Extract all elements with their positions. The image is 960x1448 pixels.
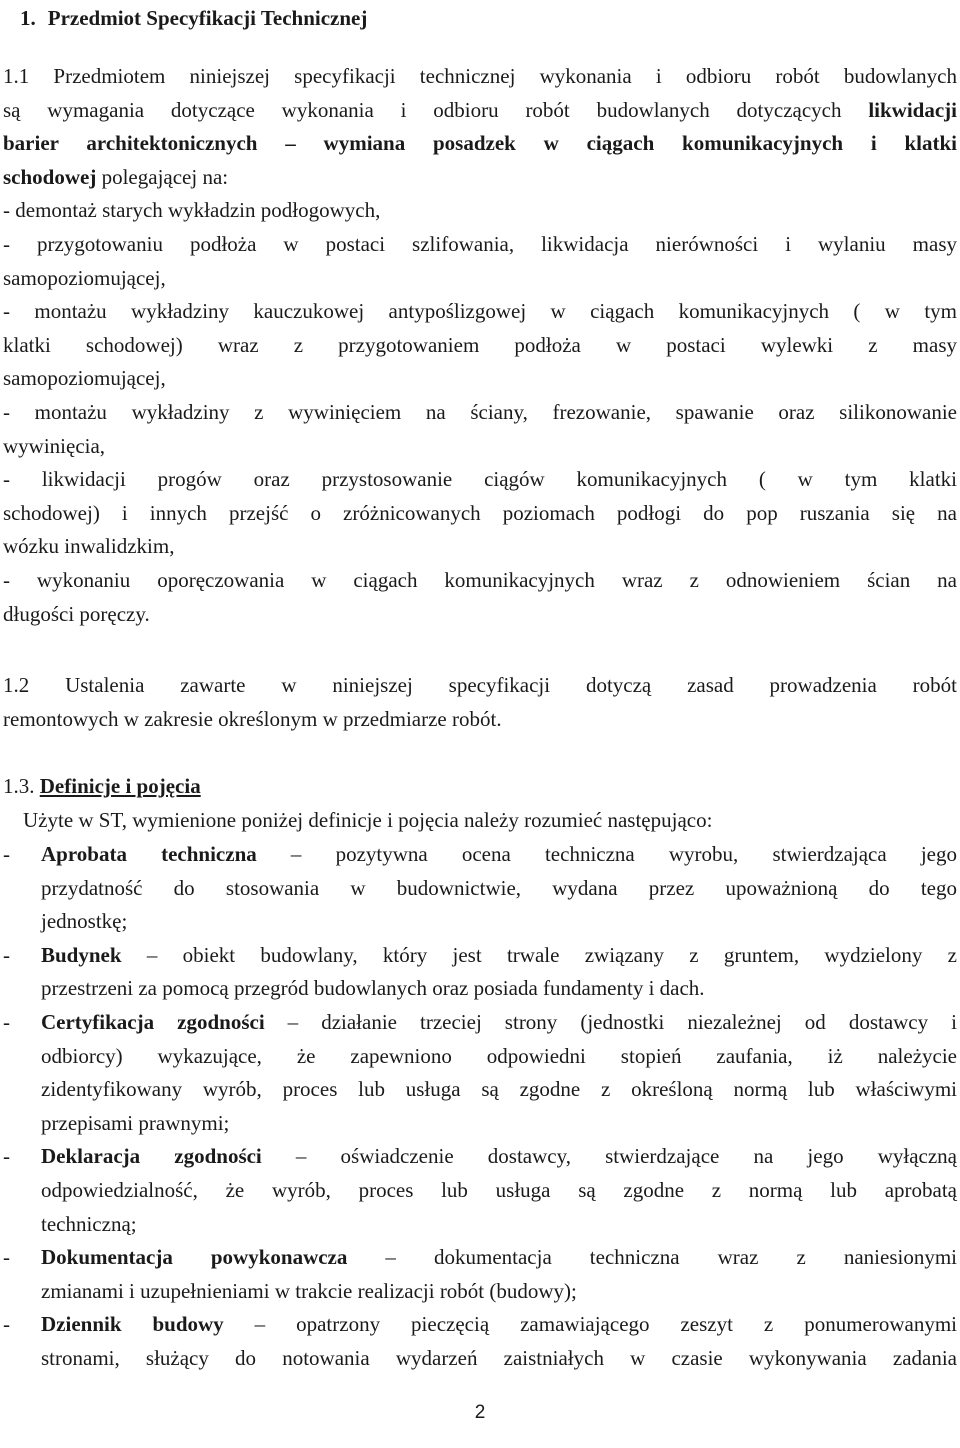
definition-list xyxy=(3,838,957,1376)
def-text: – pozytywna ocena techniczna wyrobu, stwierdzająca jego xyxy=(256,842,958,866)
def-line: odpowiedzialność, że wyrób, proces lub usługa są zgodne z normą lub aprobatą xyxy=(41,1177,957,1202)
s13-intro: Użyte w ST, wymienione poniżej definicje i pojęcia należy rozumieć następująco: xyxy=(23,808,713,832)
section-heading xyxy=(20,2,367,36)
def-line xyxy=(41,1006,957,1040)
s11-bold: barier architektonicznych – wymiana posadzek w ciągach komunikacyjnych i klatki xyxy=(3,131,957,156)
heading-title: Przedmiot Specyfikacji Technicznej xyxy=(47,6,368,30)
s11-line xyxy=(3,161,957,195)
def-line: odbiorcy) wykazujące, że zapewniono odpowiedni stopień zaufania, iż należycie xyxy=(41,1043,957,1068)
definition-item xyxy=(3,1140,957,1241)
def-line: jednostkę; xyxy=(41,909,128,934)
s13-title: Definicje i pojęcia xyxy=(39,774,201,798)
def-text: – obiekt budowlany, który jest trwale związany z gruntem, wydzielony z xyxy=(121,942,957,967)
s11-line: 1.1 Przedmiotem niniejszej specyfikacji technicznej wykonania i odbioru robót budowlanych xyxy=(3,64,957,88)
def-line xyxy=(41,838,957,872)
definition-item xyxy=(3,1241,957,1308)
section-1-2 xyxy=(3,669,957,736)
definition-item xyxy=(3,838,957,939)
def-line: przepisami prawnymi; xyxy=(41,1110,230,1135)
list-item: - wykonaniu oporęczowania w ciągach komunikacyjnych wraz z odnowieniem ścian na xyxy=(3,567,957,592)
list-item: - likwidacji progów oraz przystosowanie ciągów komunikacyjnych ( w tym klatki xyxy=(3,467,957,492)
def-term: Aprobata techniczna xyxy=(41,842,257,866)
def-term: Certyfikacja zgodności xyxy=(41,1009,265,1034)
def-line xyxy=(41,1308,957,1342)
definition-item xyxy=(3,1006,957,1140)
definition-item xyxy=(3,939,957,1006)
list-item-cont: samopoziomującej, xyxy=(3,265,166,290)
definition-item xyxy=(3,1308,957,1375)
list-item-cont: klatki schodowej) wraz z przygotowaniem podłoża w postaci wylewki z masy xyxy=(3,332,957,357)
def-line: stronami, służący do notowania wydarzeń zaistniałych w czasie wykonywania zadania xyxy=(41,1345,957,1370)
section-1-3-heading xyxy=(3,770,201,804)
list-item: - demontaż starych wykładzin podłogowych, xyxy=(3,198,381,223)
s11-line xyxy=(3,127,957,161)
s11-line xyxy=(3,94,957,128)
list-item-cont: wózku inwalidzkim, xyxy=(3,534,175,559)
def-text: – działanie trzeciej strony (jednostki niezależnej od dostawcy i xyxy=(264,1009,957,1034)
list-item: - montażu wykładziny z wywinięciem na ściany, frezowanie, spawanie oraz silikonowanie xyxy=(3,399,957,424)
def-line xyxy=(41,1241,957,1275)
def-text: – dokumentacja techniczna wraz z naniesionymi xyxy=(347,1245,957,1270)
s11-bold: schodowej xyxy=(3,164,97,189)
list-item-cont: samopoziomującej, xyxy=(3,366,166,391)
dash: - xyxy=(3,1245,10,1270)
def-term: Dziennik budowy xyxy=(41,1312,224,1337)
def-line: techniczną; xyxy=(41,1211,137,1236)
def-line: zidentyfikowany wyrób, proces lub usługa są zgodne z określoną normą lub właściwymi xyxy=(41,1077,957,1102)
def-text: – oświadczenie dostawcy, stwierdzające na jego wyłączną xyxy=(261,1144,957,1169)
s12-line: remontowych w zakresie określonym w przedmiarze robót. xyxy=(3,706,502,731)
s13-number: 1.3. xyxy=(3,774,35,798)
list-item-cont: schodowej) i innych przejść o zróżnicowanych poziomach podłogi do pop ruszania się na xyxy=(3,500,957,525)
def-line: zmianami i uzupełnieniami w trakcie realizacji robót (budowy); xyxy=(41,1278,577,1303)
def-line xyxy=(41,939,957,973)
def-term: Deklaracja zgodności xyxy=(41,1144,262,1169)
def-line: przydatność do stosowania w budownictwie, wydana przez upoważnioną do tego xyxy=(41,875,957,900)
heading-number: 1. xyxy=(20,6,36,30)
section-1-1 xyxy=(3,60,957,631)
dash: - xyxy=(3,1312,10,1337)
s12-line: 1.2 Ustalenia zawarte w niniejszej specyfikacji dotyczą zasad prowadzenia robót xyxy=(3,673,957,697)
page-number: 2 xyxy=(474,1402,486,1423)
list-item: - montażu wykładziny kauczukowej antypoślizgowej w ciągach komunikacyjnych ( w tym xyxy=(3,299,957,324)
def-line: przestrzeni za pomocą przegród budowlanych oraz posiada fundamenty i dach. xyxy=(41,976,705,1001)
def-line xyxy=(41,1140,957,1174)
list-item-cont: długości poręczy. xyxy=(3,601,150,626)
s11-text: są wymagania dotyczące wykonania i odbioru robót budowlanych dotyczących xyxy=(3,97,869,122)
dash: - xyxy=(3,842,10,866)
list-item-cont: wywinięcia, xyxy=(3,433,106,458)
list-item: - przygotowaniu podłoża w postaci szlifowania, likwidacja nierówności i wylaniu masy xyxy=(3,231,957,256)
dash: - xyxy=(3,1009,10,1034)
dash: - xyxy=(3,942,10,967)
def-term: Dokumentacja powykonawcza xyxy=(41,1245,348,1270)
dash: - xyxy=(3,1144,10,1169)
def-text: – opatrzony pieczęcią zamawiającego zeszyt z ponumerowanymi xyxy=(223,1312,957,1337)
def-term: Budynek xyxy=(41,942,122,967)
s11-text: polegającej na: xyxy=(96,164,229,189)
s11-bold: likwidacji xyxy=(868,97,957,122)
